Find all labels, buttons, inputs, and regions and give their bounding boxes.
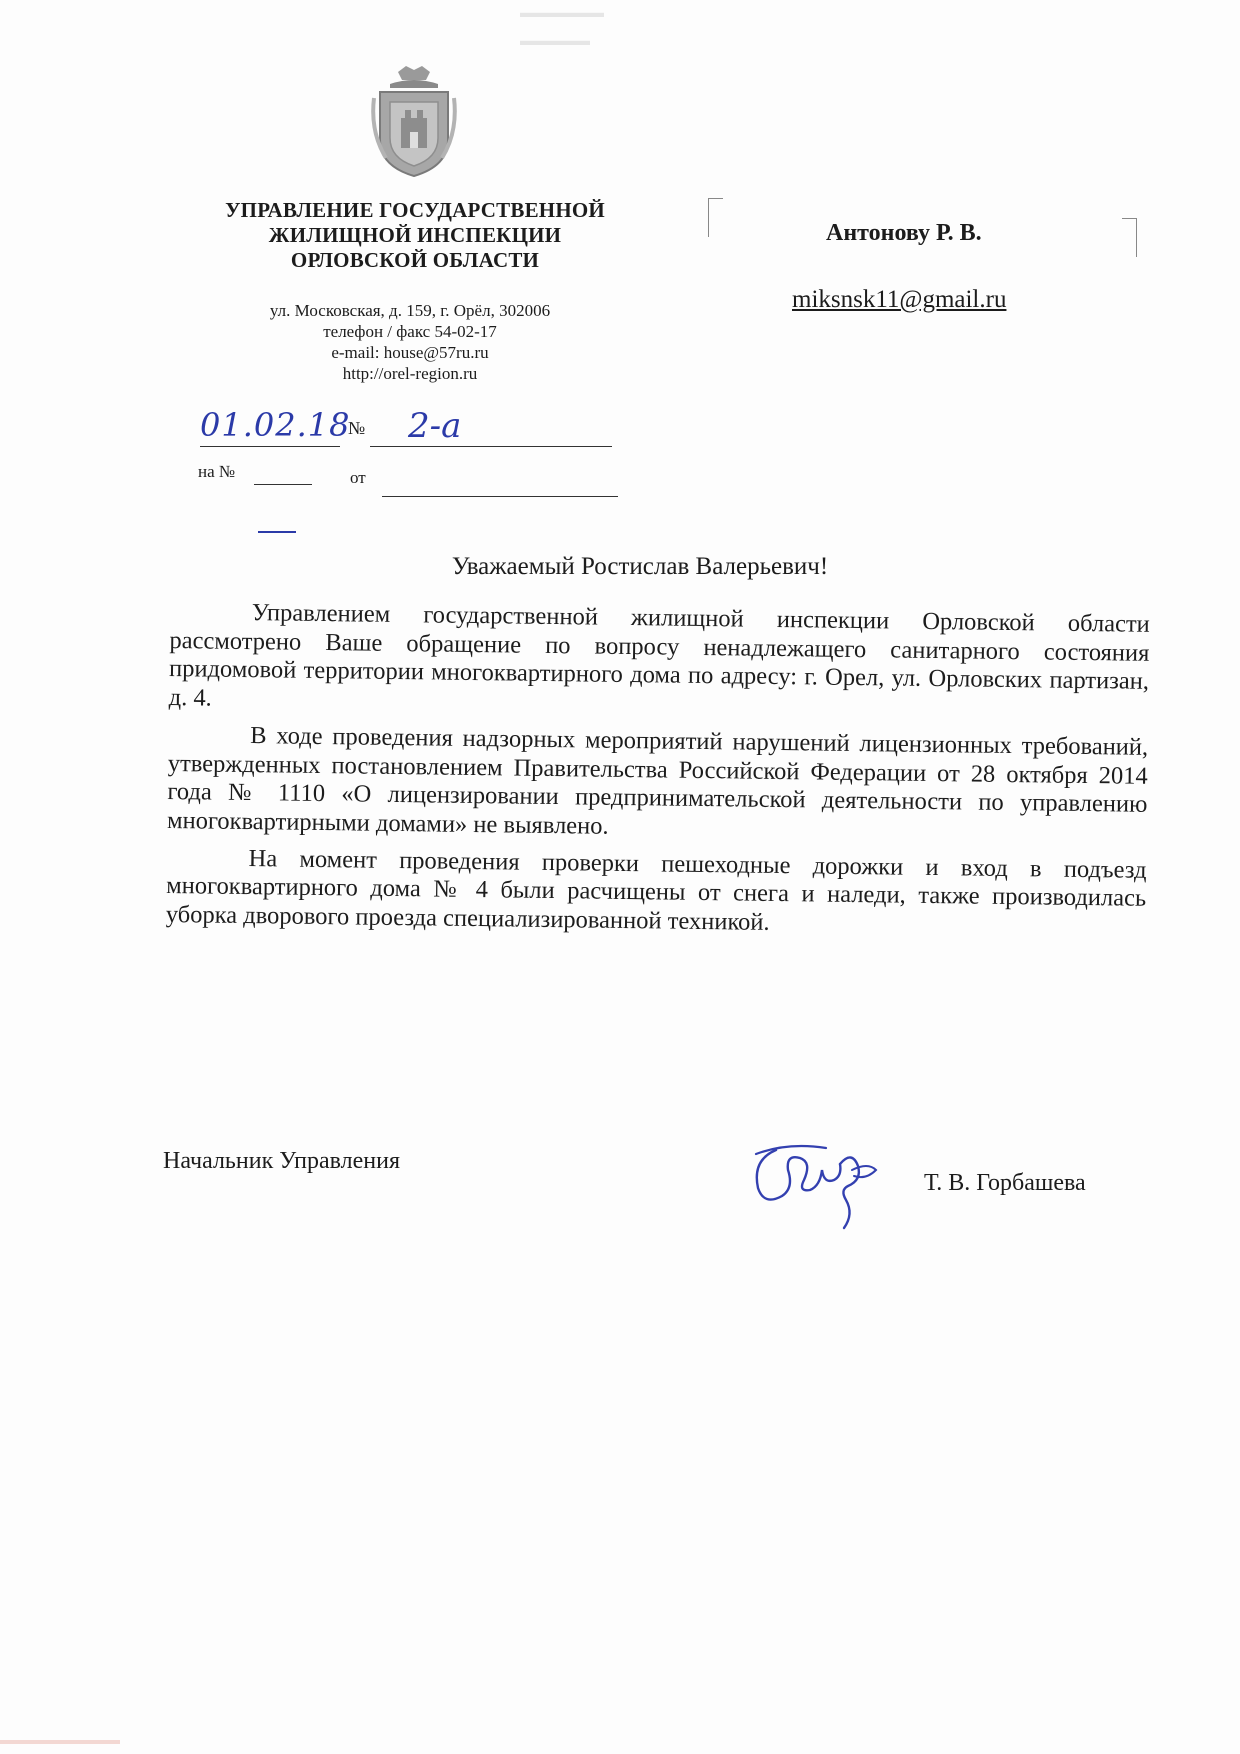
org-name-line-1: УПРАВЛЕНИЕ ГОСУДАРСТВЕННОЙ	[225, 198, 605, 222]
date-underline	[200, 446, 340, 447]
pen-mark	[258, 531, 296, 533]
org-email: e-mail: house@57ru.ru	[331, 343, 489, 362]
body-paragraph-2: В ходе проведения надзорных мероприятий нарушений лицензионных требований, утвержденных постановлением Правительства Российской Федерации от 28 октября 2014 года № 1110 «О лицензировании предпринимательской деятельности по управлению многоквартирными домами» не выявлено.	[166, 721, 1149, 840]
reference-number-blank	[254, 484, 312, 485]
org-name-line-2: ЖИЛИЩНОЙ ИНСПЕКЦИИ	[268, 223, 562, 247]
reference-date-blank	[382, 496, 618, 497]
scan-artifact: ▬▬▬▬▬▬	[520, 6, 604, 21]
address-bracket-right	[1122, 218, 1137, 257]
org-website: http://orel-region.ru	[342, 364, 478, 383]
orel-region-coat-of-arms-icon	[368, 62, 460, 180]
recipient-name: Антонову Р. В.	[826, 220, 982, 246]
address-bracket-left	[708, 198, 723, 237]
handwritten-signature-icon	[748, 1140, 888, 1236]
reference-from-label: от	[350, 468, 366, 487]
scan-artifact: ▬▬▬▬▬	[520, 34, 590, 49]
signatory-title: Начальник Управления	[163, 1148, 400, 1174]
recipient-email: miksnsk11@gmail.ru	[792, 286, 1007, 313]
signatory-name: Т. В. Горбашева	[924, 1170, 1086, 1196]
scan-edge-mark	[0, 1740, 120, 1744]
organization-contacts	[200, 300, 620, 384]
letter-body	[166, 598, 1150, 951]
org-name-line-3: ОРЛОВСКОЙ ОБЛАСТИ	[290, 248, 540, 272]
org-address: ул. Московская, д. 159, г. Орёл, 302006	[269, 301, 551, 320]
organization-name	[180, 198, 650, 273]
registration-number-label: №	[348, 418, 366, 438]
registration-date: 01.02.18	[200, 406, 351, 444]
salutation: Уважаемый Ростислав Валерьевич!	[451, 553, 829, 580]
body-paragraph-3: На момент проведения проверки пешеходные дорожки и вход в подъезд многоквартирного дома № 4 были расчищены от снега и наледи, также производилась уборка дворового проезда специализированной техникой.	[165, 844, 1147, 936]
body-paragraph-1: Управлением государственной жилищной инспекции Орловской области рассмотрено Ваше обращение по вопросу ненадлежащего санитарного состояния придомовой территории многоквартирного дома по адресу: г. Орел, ул. Орловских партизан, д. 4.	[168, 599, 1150, 712]
number-underline	[370, 446, 612, 447]
registration-number: 2-а	[408, 406, 462, 446]
reference-number-label: на №	[198, 462, 236, 481]
org-phone: телефон / факс 54-02-17	[323, 322, 497, 341]
registration-line	[200, 404, 620, 454]
reference-line	[198, 462, 638, 502]
